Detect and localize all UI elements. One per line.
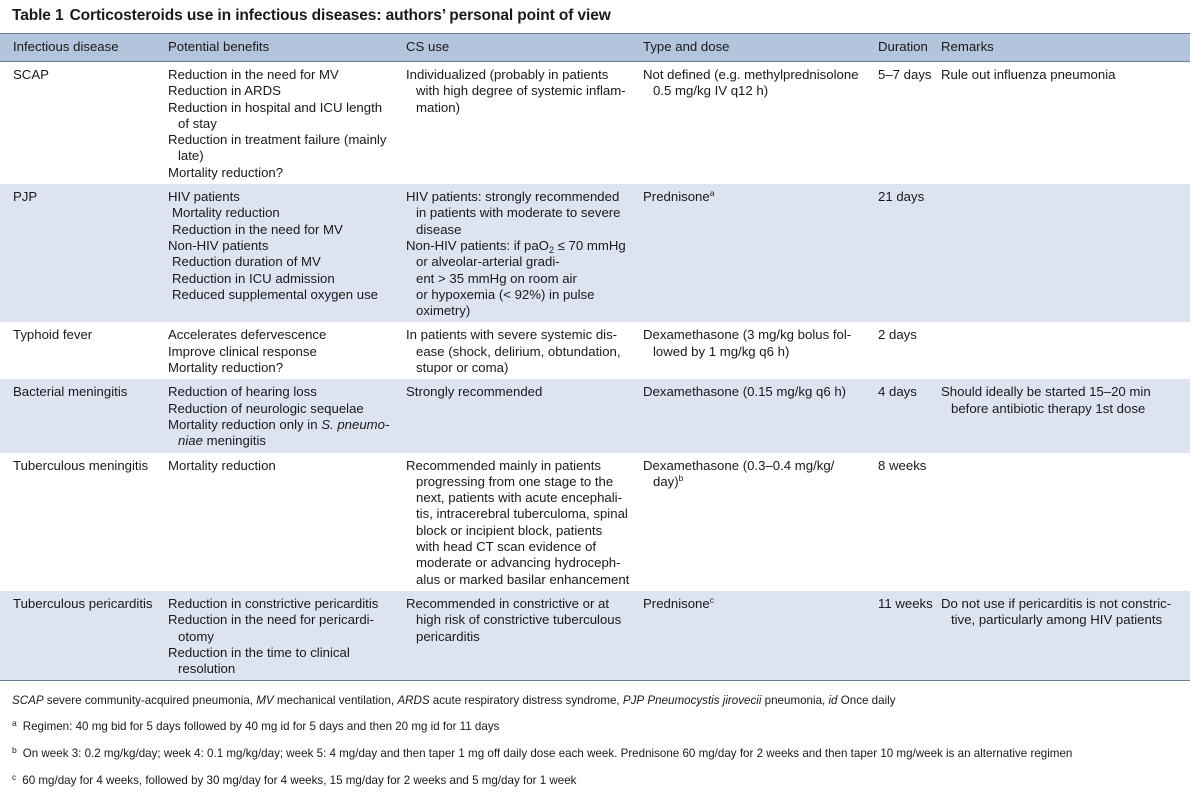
table-caption: Corticosteroids use in infectious diseases: authors’ personal point of view [69, 7, 611, 24]
benefits-cell: HIV patients Mortality reduction Reduction in the need for MV Non-HIV patients Reduction duration of MV Reduction in ICU admission Reduced supplemental oxygen use [168, 189, 379, 302]
duration-cell: 5–7 days [878, 67, 932, 82]
table-number: Table 1 [12, 7, 64, 24]
benefits-cell: Mortality reduction [168, 457, 276, 473]
header-type-dose: Type and dose [643, 39, 730, 55]
remarks-cell: Rule out influenza pneumonia [941, 67, 1116, 82]
corticosteroid-table [0, 33, 1190, 681]
remarks-cell [935, 322, 1190, 379]
duration-cell: 4 days [878, 384, 917, 400]
header-remarks: Remarks [941, 39, 994, 55]
remarks-cell: Should ideally be started 15–20 min before antibiotic therapy 1st dose [941, 384, 1151, 416]
disease-cell: Tuberculous meningitis [13, 457, 149, 473]
header-row [0, 34, 1190, 62]
table-row [0, 379, 1190, 452]
cs-use-cell: Strongly recommended [406, 384, 543, 400]
cs-use-cell: Individualized (probably in patients with high degree of systemic inflam- mation) [406, 67, 626, 115]
table-row [0, 453, 1190, 591]
dose-cell: Dexamethasone (0.15 mg/kg q6 h) [643, 384, 847, 400]
table-row [0, 591, 1190, 681]
remarks-cell [935, 453, 1190, 591]
disease-cell: Typhoid fever [13, 327, 93, 343]
disease-cell: Tuberculous pericarditis [13, 595, 153, 611]
cs-use-cell: Recommended in constrictive or at high risk of constrictive tuberculous pericarditis [406, 595, 622, 644]
remarks-cell: Do not use if pericarditis is not constric- tive, particularly among HIV patients [941, 595, 1172, 628]
header-cs-use: CS use [406, 39, 450, 55]
cs-use-cell: In patients with severe systemic dis- ease (shock, delirium, obtundation, stupor or coma) [406, 327, 621, 376]
table-row [0, 62, 1190, 185]
footnote-mark: c [709, 594, 714, 605]
header-duration: Duration [878, 39, 928, 55]
dose-cell: Prednisone$^a$ [643, 188, 715, 205]
header-disease: Infectious disease [13, 39, 119, 55]
benefits-cell: Reduction in constrictive pericarditis Reduction in the need for pericardi- otomy Reduction in the time to clinical resolution [168, 595, 379, 677]
benefits-cell: Accelerates defervescence Improve clinical response Mortality reduction? [168, 327, 327, 376]
disease-cell: Bacterial meningitis [13, 384, 128, 400]
duration-cell: 21 days [878, 189, 925, 205]
benefits-cell: Reduction of hearing loss Reduction of neurologic sequelae Mortality reduction only in S. pneumo- niae meningitis [168, 384, 390, 449]
disease-cell: PJP [13, 189, 38, 205]
dose-cell: Prednisone$^c$ [643, 594, 714, 611]
duration-cell: 2 days [878, 327, 917, 343]
abbreviations: SCAP severe community-acquired pneumonia, MV mechanical ventilation, ARDS acute respiratory distress syndrome, PJP Pneumocystis jirovecii pneumonia, id Once daily [12, 694, 896, 707]
dose-cell: Dexamethasone (3 mg/kg bolus fol- lowed by 1 mg/kg q6 h) [643, 327, 852, 359]
table-row [0, 322, 1190, 379]
footnote-a: $^a$ Regimen: 40 mg bid for 5 days followed by 40 mg id for 5 days and then 20 mg id for 11 days [12, 718, 500, 733]
table-row [0, 184, 1190, 322]
table-footnotes [12, 693, 1192, 796]
remarks-cell [935, 184, 1190, 322]
cs-use-cell: HIV patients: strongly recommended in patients with moderate to severe disease Non-HIV patients: if paO$_2$ ≤ 70 mmHg or alveolar-arterial gradi- ent > 35 mmHg on room air or hypoxemia (< 92%) in pulse oximetry) [406, 189, 626, 319]
table-title [12, 7, 611, 25]
footnote-mark: a [709, 188, 715, 199]
duration-cell: 11 weeks [878, 595, 933, 611]
footnote-mark: b [678, 472, 684, 483]
disease-cell: SCAP [13, 67, 49, 82]
duration-cell: 8 weeks [878, 457, 927, 473]
footnote-b: $^b$ On week 3: 0.2 mg/kg/day; week 4: 0.1 mg/kg/day; week 5: 4 mg/day and then taper 1 mg off daily dose each week. Prednisone 60 mg/day for 2 weeks and then taper 10 mg/week is an alternative regimen [12, 745, 1073, 760]
dose-cell: Dexamethasone (0.3–0.4 mg/kg/ day)$^b$ [643, 457, 835, 489]
footnote-c: $^c$ 60 mg/day for 4 weeks, followed by 30 mg/day for 4 weeks, 15 mg/day for 2 weeks and 5 mg/day for 1 week [12, 772, 577, 787]
cs-use-cell: Recommended mainly in patients progressing from one stage to the next, patients with acute encephali- tis, intracerebral tuberculoma, spinal block or incipient block, patients with head CT scan evidence of moderate or advancing hydroceph- alus or marked basilar enhancement [406, 457, 630, 587]
dose-cell: Not defined (e.g. methylprednisolone 0.5 mg/kg IV q12 h) [643, 67, 859, 99]
header-benefits: Potential benefits [168, 39, 270, 55]
benefits-cell: Reduction in the need for MV Reduction in ARDS Reduction in hospital and ICU length of stay Reduction in treatment failure (mainly late) Mortality reduction? [168, 67, 387, 180]
